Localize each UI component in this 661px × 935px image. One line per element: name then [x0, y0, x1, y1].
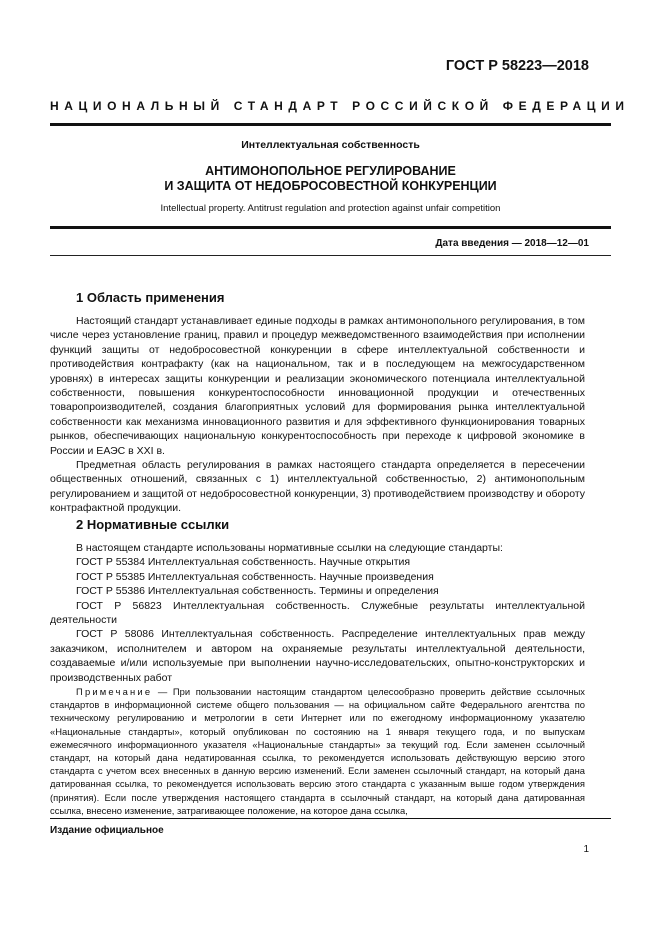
section-1-paragraph-1: Настоящий стандарт устанавливает единые подходы в рамках антимонопольного регулирования, в том числе через установление границ, правил и процедур межведомственного взаимодействия при исполнении функций защиты от недобросовестной конкуренции в сфере интеллектуальной собственности и противодействия контрафакту (как на национальном, так и в последующем на межгосударственном уровнях) в интересах защиты конкуренции и реализации экономического потенциала интеллектуальной собственности, повышения конкурентоспособности инновационной продукции и отечественных товаропроизводителей, создания благоприятных условий для формирования рынка интеллектуальной собственности как механизма инновационного развития и для эффективного функционирования товарных рынков, обеспечивающих национальную конкурентоспособность при переходе к цифровой экономике в России и ЕАЭС в XXI в. — [50, 315, 585, 457]
date-rule — [50, 255, 611, 256]
document-title — [50, 164, 611, 194]
section-1-paragraph-2: Предметная область регулирования в рамках настоящего стандарта определяется в пересечении общественных отношений, связанных с 1) интеллектуальной собственностью, 2) антимонопольным регулированием и защитой от недобросовестной конкуренции, 3) противодействием производству и обороту контрафактной продукции. — [50, 459, 585, 515]
footer-rule — [50, 818, 611, 819]
standard-number: ГОСТ Р 58223—2018 — [445, 58, 589, 74]
normative-references — [50, 541, 585, 685]
reference-item: ГОСТ Р 56823 Интеллектуальная собственность. Служебные результаты интеллектуальной деятельности — [50, 599, 585, 627]
english-title: Intellectual property. Antitrust regulation and protection against unfair competition — [160, 203, 501, 214]
national-standard-heading: НАЦИОНАЛЬНЫЙ СТАНДАРТ РОССИЙСКОЙ ФЕДЕРАЦИИ — [50, 99, 630, 113]
edition-label: Издание официальное — [50, 825, 164, 836]
subject-heading: Интеллектуальная собственность — [241, 139, 420, 151]
title-line-2: И ЗАЩИТА ОТ НЕДОБРОСОВЕСТНОЙ КОНКУРЕНЦИИ — [164, 179, 497, 193]
reference-item: ГОСТ Р 55384 Интеллектуальная собственность. Научные открытия — [76, 556, 411, 569]
page-number: 1 — [583, 844, 589, 855]
section-1-body — [50, 314, 585, 516]
title-bottom-rule — [50, 226, 611, 229]
note-label: Примечание — [76, 686, 153, 697]
references-intro: В настоящем стандарте использованы нормативные ссылки на следующие стандарты: — [76, 542, 503, 554]
section-2-heading: 2 Нормативные ссылки — [76, 517, 230, 532]
reference-item: ГОСТ Р 58086 Интеллектуальная собственность. Распределение интеллектуальных прав между заказчиком, исполнителем и автором на охраняемые результаты интеллектуальной деятельности, создаваемые и/или используемые при выполнении научно-исследовательских, опытно-конструкторских и производственных работ — [50, 628, 585, 684]
reference-item: ГОСТ Р 55386 Интеллектуальная собственность. Термины и определения — [76, 585, 439, 598]
top-rule — [50, 123, 611, 126]
reference-item: ГОСТ Р 55385 Интеллектуальная собственность. Научные произведения — [76, 570, 434, 583]
note-text: — При пользовании настоящим стандартом целесообразно проверить действие ссылочных стандартов в информационной системе общего пользования — на официальном сайте Федерального агентства по техническому регулированию и метрологии в сети Интернет или по ежегодному информационному указателю «Национальные стандарты», который опубликован по состоянию на 1 января текущего года, и по выпускам ежемесячного информационного указателя «Национальные стандарты» за текущий год. Если заменен ссылочный стандарт, на который дана недатированная ссылка, то рекомендуется использовать действующую версию этого стандарта с учетом всех внесенных в данную версию изменений. Если заменен ссылочный стандарт, на который дана датированная ссылка, то рекомендуется использовать версию этого стандарта с указанным выше годом утверждения (принятия). Если после утверждения настоящего стандарта в ссылочный стандарт, на который дана датированная ссылка, внесено изменение, затрагивающее положение, на которое дана ссылка, — [50, 686, 585, 816]
title-line-1: АНТИМОНОПОЛЬНОЕ РЕГУЛИРОВАНИЕ — [205, 164, 456, 178]
introduction-date: Дата введения — 2018—12—01 — [435, 238, 589, 249]
section-1-heading: 1 Область применения — [76, 290, 225, 305]
note-paragraph — [50, 685, 585, 817]
